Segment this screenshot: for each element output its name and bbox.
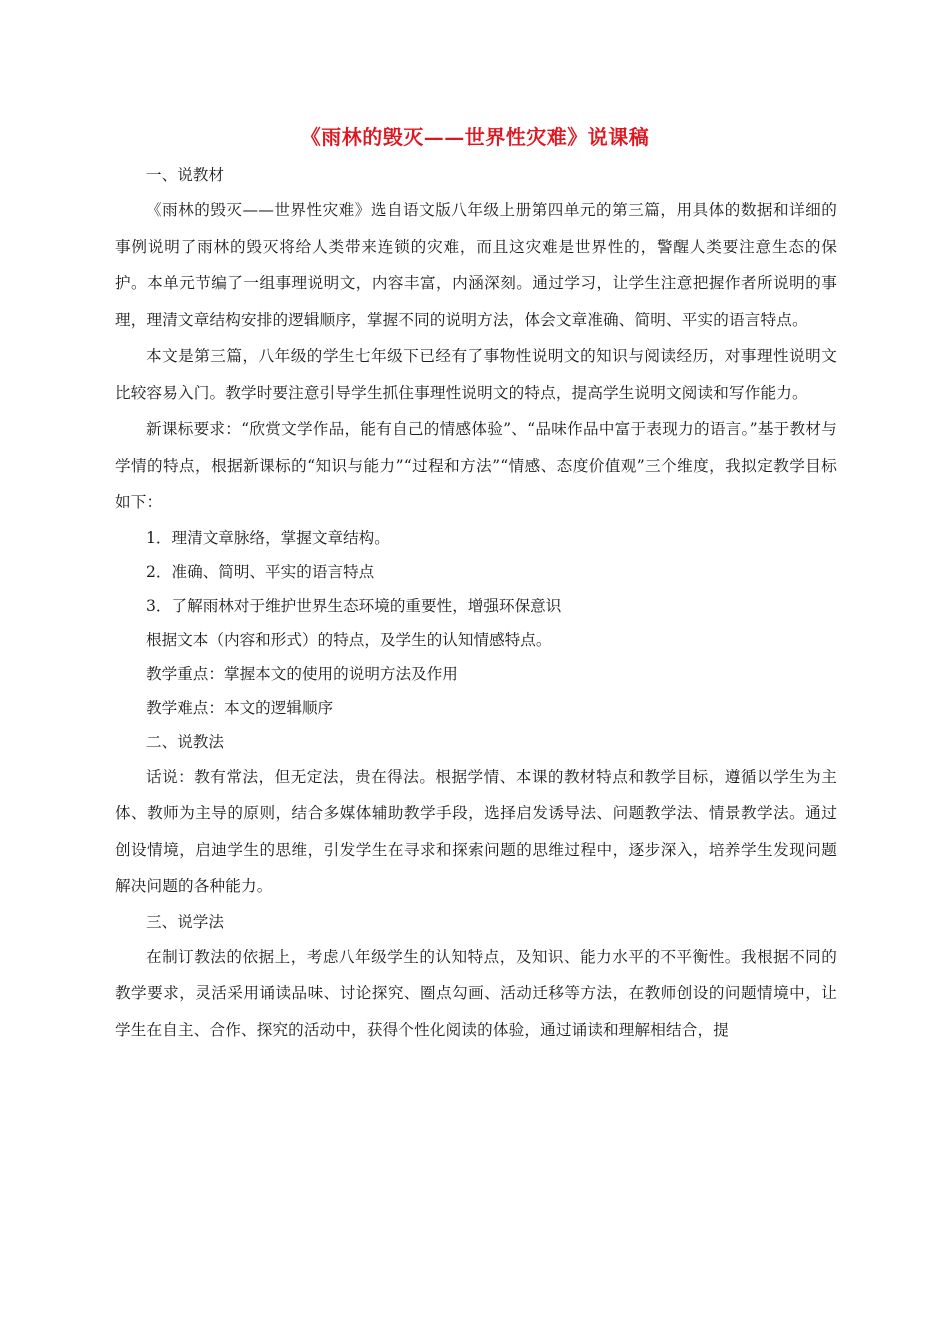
paragraph-curriculum-requirements: 新课标要求：“欣赏文学作品，能有自己的情感体验”、“品味作品中富于表现力的语言。”基于教材与学情的特点，根据新课标的“知识与能力”“过程和方法”“情感、态度价值观”三个维度，我拟定教学目标如下： (115, 420, 837, 511)
section-heading-teaching-method: 二、说教法 (146, 732, 224, 751)
section-heading-learning-method: 三、说学法 (146, 912, 224, 931)
section-heading-teaching-material: 一、说教材 (146, 166, 224, 184)
goal-item-2: 2．准确、简明、平实的语言特点 (146, 562, 375, 581)
paragraph-teaching-method: 话说：教有常法，但无定法，贵在得法。根据学情、本课的教材特点和教学目标，遵循以学生为主体、教师为主导的原则，结合多媒体辅助教学手段，选择启发诱导法、问题教学法、情景教学法。通过创设情境，启迪学生的思维，引发学生在寻求和探索问题的思维过程中，逐步深入，培养学生发现问题解决问题的各种能力。 (115, 767, 837, 895)
goal-item-1: 1．理清文章脉络，掌握文章结构。 (146, 528, 390, 547)
document-body (115, 158, 837, 1048)
paragraph-material-intro: 《雨林的毁灭——世界性灾难》选自语文版八年级上册第四单元的第三篇，用具体的数据和详细的事例说明了雨林的毁灭将给人类带来连锁的灾难，而且这灾难是世界性的，警醒人类要注意生态的保护。本单元节编了一组事理说明文，内容丰富，内涵深刻。通过学习，让学生注意把握作者所说明的事理，理清文章结构安排的逻辑顺序，掌握不同的说明方法，体会文章准确、简明、平实的语言特点。 (115, 201, 837, 329)
text-basis-line: 根据文本（内容和形式）的特点，及学生的认知情感特点。 (146, 630, 552, 649)
teaching-difficulty-line: 教学难点：本文的逻辑顺序 (146, 698, 334, 717)
paragraph-learning-method: 在制订教法的依据上，考虑八年级学生的认知特点，及知识、能力水平的不平衡性。我根据不同的教学要求，灵活采用诵读品味、讨论探究、圈点勾画、活动迁移等方法，在教师创设的问题情境中，让学生在自主、合作、探究的活动中，获得个性化阅读的体验，通过诵读和理解相结合，提 (115, 947, 837, 1039)
document-title: 《雨林的毁灭——世界性灾难》说课稿 (300, 125, 650, 149)
goal-item-3: 3．了解雨林对于维护世界生态环境的重要性，增强环保意识 (146, 596, 562, 615)
teaching-focus-line: 教学重点：掌握本文的使用的说明方法及作用 (146, 664, 458, 683)
paragraph-student-background: 本文是第三篇，八年级的学生七年级下已经有了事物性说明文的知识与阅读经历，对事理性说明文比较容易入门。教学时要注意引导学生抓住事理性说明文的特点，提高学生说明文阅读和写作能力。 (115, 347, 837, 402)
